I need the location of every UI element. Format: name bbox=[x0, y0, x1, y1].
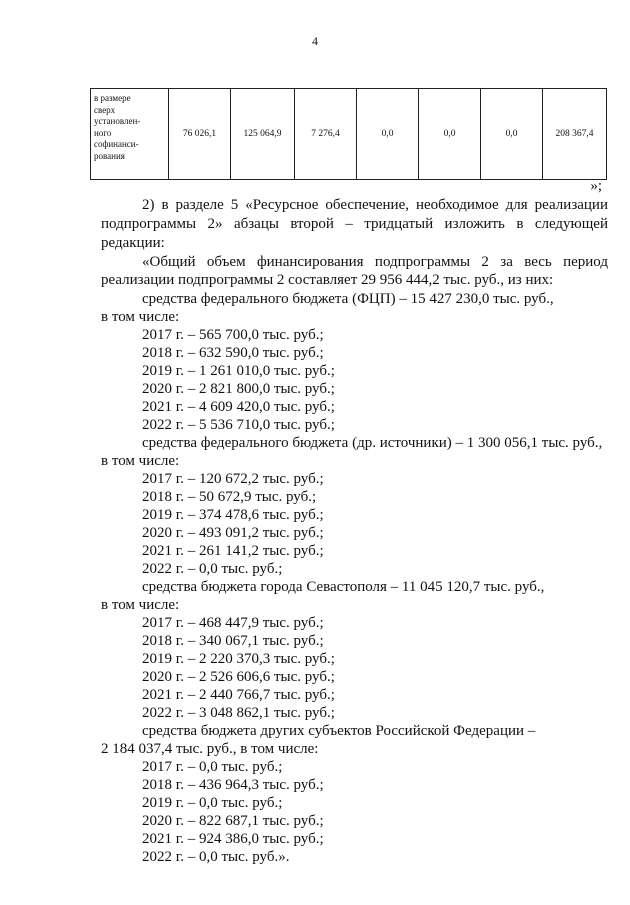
closing-quote: »; bbox=[590, 178, 602, 194]
year-line: 2019 г. – 374 478,6 тыс. руб.; bbox=[142, 507, 324, 523]
section-heading: средства бюджета города Севастополя – 11 045 120,7 тыс. руб., bbox=[142, 579, 545, 595]
year-line: 2017 г. – 565 700,0 тыс. руб.; bbox=[142, 327, 324, 343]
year-line: 2022 г. – 0,0 тыс. руб.; bbox=[142, 561, 283, 577]
table-cell-total: 208 367,4 bbox=[543, 89, 607, 180]
year-line: 2019 г. – 1 261 010,0 тыс. руб.; bbox=[142, 363, 335, 379]
table-row bbox=[91, 89, 607, 180]
year-line: 2021 г. – 4 609 420,0 тыс. руб.; bbox=[142, 399, 335, 415]
table-cell-2020: 0,0 bbox=[357, 89, 419, 180]
table-cell-2018: 125 064,9 bbox=[231, 89, 295, 180]
intro-line: «Общий объем финансирования подпрограммы 2 за весь период bbox=[142, 254, 608, 270]
year-line: 2018 г. – 50 672,9 тыс. руб.; bbox=[142, 489, 317, 505]
year-line: 2017 г. – 120 672,2 тыс. руб.; bbox=[142, 471, 324, 487]
page-number: 4 bbox=[312, 34, 318, 48]
year-line: 2019 г. – 0,0 тыс. руб.; bbox=[142, 795, 283, 811]
year-line: 2022 г. – 0,0 тыс. руб.». bbox=[142, 849, 290, 865]
intro-line: реализации подпрограммы 2 составляет 29 956 444,2 тыс. руб., из них: bbox=[101, 272, 554, 288]
year-line: 2022 г. – 5 536 710,0 тыс. руб.; bbox=[142, 417, 335, 433]
year-line: 2017 г. – 0,0 тыс. руб.; bbox=[142, 759, 283, 775]
table-cell-2019: 7 276,4 bbox=[295, 89, 357, 180]
table-row-label: в размере сверх установлен- ного софинанси- рования bbox=[91, 89, 169, 180]
section-sub: в том числе: bbox=[101, 453, 180, 469]
year-line: 2021 г. – 2 440 766,7 тыс. руб.; bbox=[142, 687, 335, 703]
table-cell-2021: 0,0 bbox=[419, 89, 481, 180]
year-line: 2021 г. – 261 141,2 тыс. руб.; bbox=[142, 543, 324, 559]
section-heading: средства федерального бюджета (ФЦП) – 15 427 230,0 тыс. руб., bbox=[142, 291, 554, 307]
year-line: 2018 г. – 632 590,0 тыс. руб.; bbox=[142, 345, 324, 361]
year-line: 2018 г. – 436 964,3 тыс. руб.; bbox=[142, 777, 324, 793]
year-line: 2017 г. – 468 447,9 тыс. руб.; bbox=[142, 615, 324, 631]
year-line: 2020 г. – 493 091,2 тыс. руб.; bbox=[142, 525, 324, 541]
year-line: 2020 г. – 822 687,1 тыс. руб.; bbox=[142, 813, 324, 829]
paragraph-line: подпрограммы 2» абзацы второй – тридцатый изложить в следующей bbox=[101, 216, 608, 232]
year-line: 2018 г. – 340 067,1 тыс. руб.; bbox=[142, 633, 324, 649]
year-line: 2020 г. – 2 821 800,0 тыс. руб.; bbox=[142, 381, 335, 397]
year-line: 2020 г. – 2 526 606,6 тыс. руб.; bbox=[142, 669, 335, 685]
section-heading: средства бюджета других субъектов Российской Федерации – bbox=[142, 723, 536, 739]
paragraph-line: 2) в разделе 5 «Ресурсное обеспечение, необходимое для реализации bbox=[142, 197, 608, 213]
funding-table bbox=[90, 88, 607, 180]
section-heading: средства федерального бюджета (др. источники) – 1 300 056,1 тыс. руб., bbox=[142, 435, 603, 451]
year-line: 2021 г. – 924 386,0 тыс. руб.; bbox=[142, 831, 324, 847]
year-line: 2022 г. – 3 048 862,1 тыс. руб.; bbox=[142, 705, 335, 721]
table-cell-2022: 0,0 bbox=[481, 89, 543, 180]
section-sub: в том числе: bbox=[101, 309, 180, 325]
table-cell-2017: 76 026,1 bbox=[169, 89, 231, 180]
year-line: 2019 г. – 2 220 370,3 тыс. руб.; bbox=[142, 651, 335, 667]
section-sub: в том числе: bbox=[101, 597, 180, 613]
paragraph-line: редакции: bbox=[101, 235, 165, 251]
section-sub: 2 184 037,4 тыс. руб., в том числе: bbox=[101, 741, 319, 757]
